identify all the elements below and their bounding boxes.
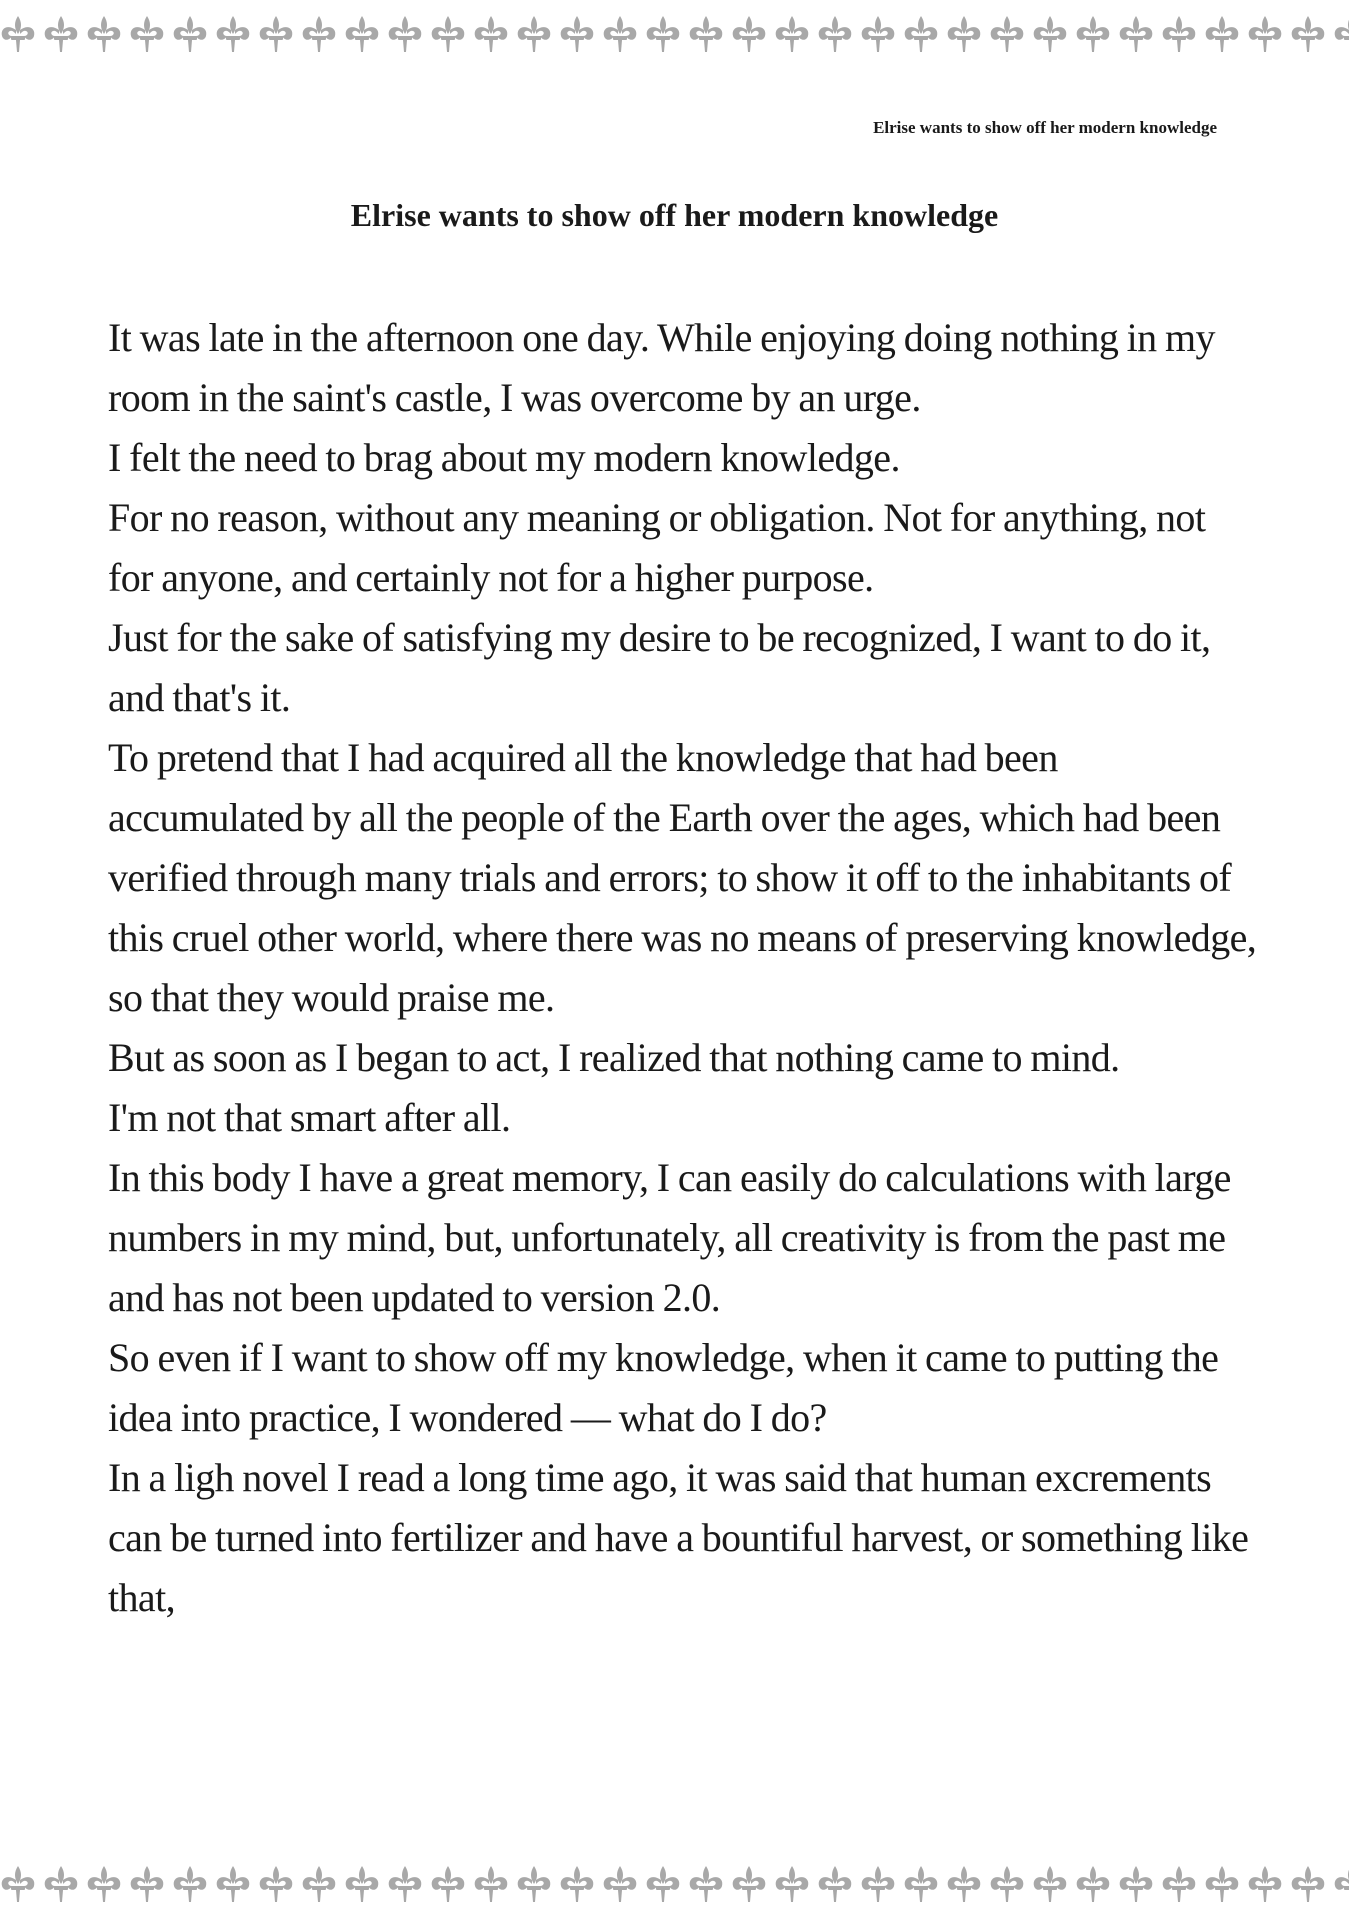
running-header: Elrise wants to show off her modern knowledge [873,118,1217,137]
paragraph: I felt the need to brag about my modern knowledge. [108,435,900,480]
bottom-ornamental-border [0,1860,1349,1908]
paragraph: Just for the sake of satisfying my desire to be recognized, I want to do it, and that's it. [108,615,1211,720]
fleur-pattern-bottom [2,1866,1349,1902]
chapter-body [108,308,1258,1628]
fleur-pattern-top [2,16,1349,52]
top-ornamental-border [0,10,1349,58]
paragraph: To pretend that I had acquired all the knowledge that had been accumulated by all the people of the Earth over the ages, which had been verified through many trials and errors; to show it off to the inhabitants of this cruel other world, where there was no means of preserving knowledge, so that they would praise me. [108,735,1257,1020]
paragraph: In a ligh novel I read a long time ago, it was said that human excrements can be turned into fertilizer and have a bountiful harvest, or something like that, [108,1455,1249,1620]
paragraph: So even if I want to show off my knowledge, when it came to putting the idea into practice, I wondered — what do I do? [108,1335,1219,1440]
paragraph: But as soon as I began to act, I realized that nothing came to mind. [108,1035,1120,1080]
paragraph: I'm not that smart after all. [108,1095,511,1140]
paragraph: In this body I have a great memory, I can easily do calculations with large numbers in my mind, but, unfortunately, all creativity is from the past me and has not been updated to version 2.0. [108,1155,1231,1320]
chapter-title: Elrise wants to show off her modern knowledge [350,197,999,233]
paragraph: For no reason, without any meaning or obligation. Not for anything, not for anyone, and certainly not for a higher purpose. [108,495,1206,600]
paragraph: It was late in the afternoon one day. While enjoying doing nothing in my room in the saint's castle, I was overcome by an urge. [108,315,1215,420]
